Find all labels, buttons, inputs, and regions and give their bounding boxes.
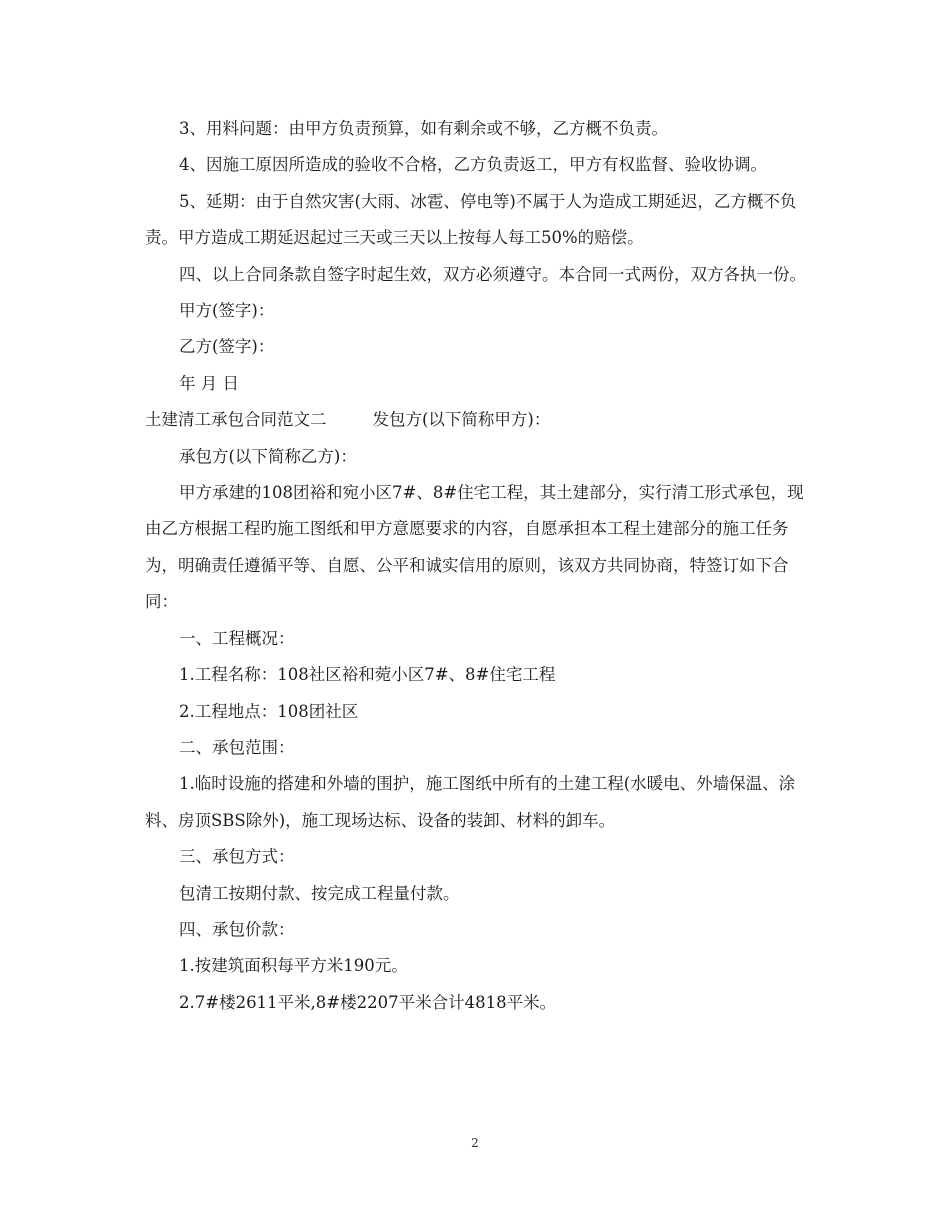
section-party-label: 发包方(以下简称甲方)： [372,410,551,430]
paragraph: 甲方承建的108团裕和宛小区7#、8#住宅工程，其土建部分，实行清工形式承包，现由乙方根据工程旳施工图纸和甲方意愿要求的内容，自愿承担本工程土建部分的施工任务为，明确责任遵循平等、自愿、公平和诚实信用的原则，该双方共同协商，特签订如下合同： [145,483,804,612]
paragraph: 1.按建筑面积每平方米190元。 [179,956,408,976]
paragraph: 5、延期：由于自然灾害(大雨、冰雹、停电等)不属于人为造成工期延迟，乙方概不负责。甲方造成工期延迟起过三天或三天以上按每人每工50%的赔偿。 [145,191,797,248]
paragraph: 甲方(签字)： [179,301,275,321]
paragraph: 四、以上合同条款自签字时起生效，双方必须遵守。本合同一式两份，双方各执一份。 [179,264,806,284]
paragraph: 包清工按期付款、按完成工程量付款。 [179,883,460,903]
paragraph: 2.工程地点：108团社区 [179,701,359,721]
paragraph: 4、因施工原因所造成的验收不合格，乙方负责返工，甲方有权监督、验收协调。 [179,155,767,175]
paragraph: 二、承包范围： [179,737,295,757]
paragraph: 承包方(以下简称乙方)： [179,446,357,466]
paragraph: 2.7#楼2611平米,8#楼2207平米合计4818平米。 [179,992,557,1012]
paragraph: 四、承包价款： [179,919,295,939]
page-number: 2 [471,1136,479,1150]
document-body [145,111,810,1021]
section-title: 土建清工承包合同范文二 [145,410,327,430]
paragraph: 1.临时设施的搭建和外墙的围护，施工图纸中所有的土建工程(水暖电、外墙保温、涂料、房顶SBS除外)，施工现场达标、设备的装卸、材料的卸车。 [145,774,796,830]
paragraph: 1.工程名称：108社区裕和菀小区7#、8#住宅工程 [179,665,556,685]
section-heading [145,402,810,438]
paragraph: 3、用料问题：由甲方负责预算，如有剩余或不够，乙方概不负责。 [179,119,668,138]
paragraph: 三、承包方式： [179,847,295,867]
paragraph: 年 月 日 [179,373,239,393]
paragraph: 乙方(签字)： [179,337,275,357]
paragraphs-before-heading [145,111,810,402]
paragraph: 一、工程概况： [179,628,295,648]
paragraphs-after-heading [145,439,810,1022]
